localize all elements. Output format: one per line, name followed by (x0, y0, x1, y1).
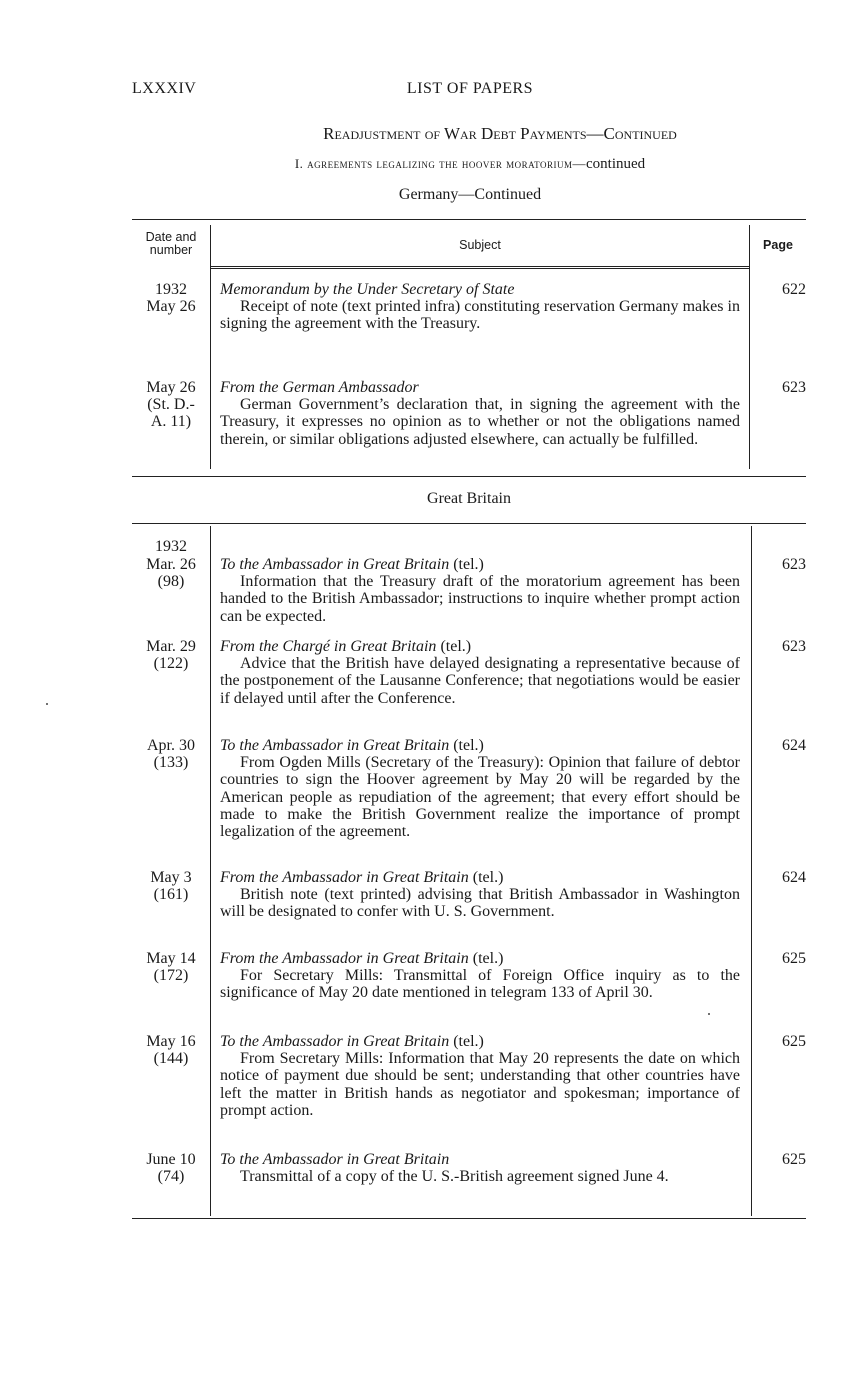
entry-subject (220, 638, 740, 707)
section-heading (132, 156, 808, 173)
entry-summary: From Ogden Mills (Secretary of the Treasury): Opinion that failure of debtor countries to sign the Hoover agreement by May 20 will be regarded by the American people as repudiation of the agreement; that every effort should be made to make the British Government realize the importance of prompt legalization of the agreement. (220, 754, 740, 841)
entry-title (220, 281, 740, 298)
entry-page-number: 623 (782, 638, 806, 655)
entry-date-line: (161) (153, 886, 189, 903)
entry-page-number: 625 (782, 950, 806, 967)
entry-date-line: 1932 (155, 281, 187, 298)
entry-date-line: May 26 (146, 298, 196, 315)
entry-page-number: 623 (782, 556, 806, 573)
entry-subject (220, 556, 740, 625)
entry-title-text: From the Chargé in Great Britain (220, 638, 437, 655)
entry-summary: German Government’s declaration that, in signing the agreement with the Treasury, it expresses no opinion as to whether or not the obligations named therein, or similar obligations adjusted elsewhere, can actually be fulfilled. (220, 396, 740, 448)
entry-subject (220, 950, 740, 1002)
entry-date-line: June 10 (146, 1151, 196, 1168)
column-header-subject: Subject (459, 238, 501, 252)
britain-year: 1932 (155, 538, 187, 555)
entry-title-suffix: (tel.) (453, 1033, 484, 1050)
britain-heading: Great Britain (427, 490, 511, 507)
entry-subject (220, 869, 740, 921)
entry-title (220, 379, 740, 396)
section-heading-text: I. agreements legalizing the hoover moratorium— (294, 156, 586, 171)
entry-title-suffix: (tel.) (472, 869, 504, 886)
entry-page-number: 622 (782, 281, 806, 298)
entry-subject (220, 379, 740, 448)
entry-page-number: 623 (782, 379, 806, 396)
print-speck (708, 1013, 710, 1015)
entry-date-line: (133) (153, 754, 189, 771)
entry-date-line: (172) (153, 967, 189, 984)
entry-summary: From Secretary Mills: Information that May 20 represents the date on which notice of payment due should be sent; understanding that other countries have left the matter in British hands as negotiator and spokesman; importance of prompt action. (220, 1050, 740, 1119)
entry-title-text: Memorandum by the Under Secretary of State (220, 281, 515, 298)
entry-title (220, 638, 740, 655)
entry-title (220, 950, 740, 967)
entry-subject (220, 1151, 740, 1185)
country-heading: Germany—Continued (398, 186, 542, 203)
entry-title (220, 1151, 740, 1168)
column-divider-left (210, 526, 211, 1216)
entry-date-line: May 16 (146, 1033, 196, 1050)
entry-title-text: To the Ambassador in Great Britain (220, 556, 450, 573)
running-head (132, 80, 808, 100)
entry-title (220, 1033, 740, 1050)
entry-subject (220, 281, 740, 333)
entry-date-line: A. 11) (150, 413, 192, 430)
entry-title (220, 737, 740, 754)
entry-subject (220, 737, 740, 840)
entry-title-suffix: (tel.) (472, 950, 504, 967)
column-divider-right (749, 225, 750, 469)
entry-date-line: May 26 (146, 379, 196, 396)
entry-title-suffix: (tel.) (440, 638, 472, 655)
entry-date (132, 869, 210, 903)
entry-title-text: To the Ambassador in Great Britain (220, 737, 450, 754)
entry-summary: Transmittal of a copy of the U. S.-British agreement signed June 4. (240, 1168, 669, 1186)
entry-date-line: May 3 (150, 869, 192, 886)
print-speck (46, 703, 48, 705)
entry-page-number: 624 (782, 737, 806, 754)
entry-date-line: (144) (153, 1050, 189, 1067)
entry-date-line: May 14 (146, 950, 196, 967)
entry-summary: Information that the Treasury draft of the moratorium agreement has been handed to the British Ambassador; instructions to inquire whether prompt action can be expected. (220, 573, 740, 625)
entry-title-text: From the Ambassador in Great Britain (220, 869, 469, 886)
entry-subject (220, 1033, 740, 1119)
column-divider-left (210, 225, 211, 469)
entry-title-text: From the German Ambassador (220, 379, 419, 396)
britain-top-rule (132, 523, 806, 524)
entry-date (132, 950, 210, 984)
page-folio: LXXXIV (132, 80, 197, 97)
column-header-page: Page (763, 238, 793, 252)
entry-date-line: Mar. 26 (146, 556, 196, 573)
entry-summary: Receipt of note (text printed infra) constituting reservation Germany makes in signing the agreement with the Treasury. (220, 298, 740, 333)
series-heading: Readjustment of War Debt Payments—Continued (323, 124, 677, 143)
entry-date (132, 1151, 210, 1185)
entry-date-line: (74) (157, 1168, 185, 1185)
entry-date-line: Mar. 29 (146, 638, 196, 655)
header-under-rule-2 (210, 268, 750, 269)
entry-title-text: From the Ambassador in Great Britain (220, 950, 469, 967)
entry-title (220, 869, 740, 886)
running-title: LIST OF PAPERS (406, 80, 534, 97)
entry-date (132, 638, 210, 672)
entry-date-line: (122) (153, 655, 189, 672)
column-header-date: Date and number (145, 230, 197, 257)
entry-page-number: 624 (782, 869, 806, 886)
entry-page-number: 625 (782, 1151, 806, 1168)
table-bottom-rule (132, 476, 806, 477)
entry-date-line: (St. D.- (147, 396, 195, 413)
entry-date (132, 281, 210, 315)
entry-date (132, 737, 210, 771)
entry-date-line: (98) (157, 573, 185, 590)
table-top-rule (132, 219, 806, 220)
entry-date (132, 556, 210, 590)
entry-summary: British note (text printed) advising that British Ambassador in Washington will be designated to confer with U. S. Government. (220, 886, 740, 921)
section-heading-tail: continued (586, 156, 646, 172)
header-under-rule (210, 266, 750, 267)
britain-bottom-rule (132, 1218, 806, 1219)
entry-date (132, 379, 210, 430)
entry-summary: Advice that the British have delayed designating a representative because of the postponement of the Lausanne Conference; that negotiations would be easier if delayed until after the Conference. (220, 655, 740, 707)
entry-title-suffix: (tel.) (453, 737, 484, 754)
entry-title-text: To the Ambassador in Great Britain (220, 1151, 450, 1168)
entry-date (132, 1033, 210, 1067)
britain-table (132, 486, 806, 1226)
germany-table (132, 219, 806, 479)
entry-title-suffix: (tel.) (453, 556, 484, 573)
entry-summary: For Secretary Mills: Transmittal of Foreign Office inquiry as to the significance of May 20 date mentioned in telegram 133 of April 30. (220, 967, 740, 1002)
entry-date-line: Apr. 30 (147, 737, 195, 754)
entry-title-text: To the Ambassador in Great Britain (220, 1033, 450, 1050)
entry-page-number: 625 (782, 1033, 806, 1050)
entry-title (220, 556, 740, 573)
